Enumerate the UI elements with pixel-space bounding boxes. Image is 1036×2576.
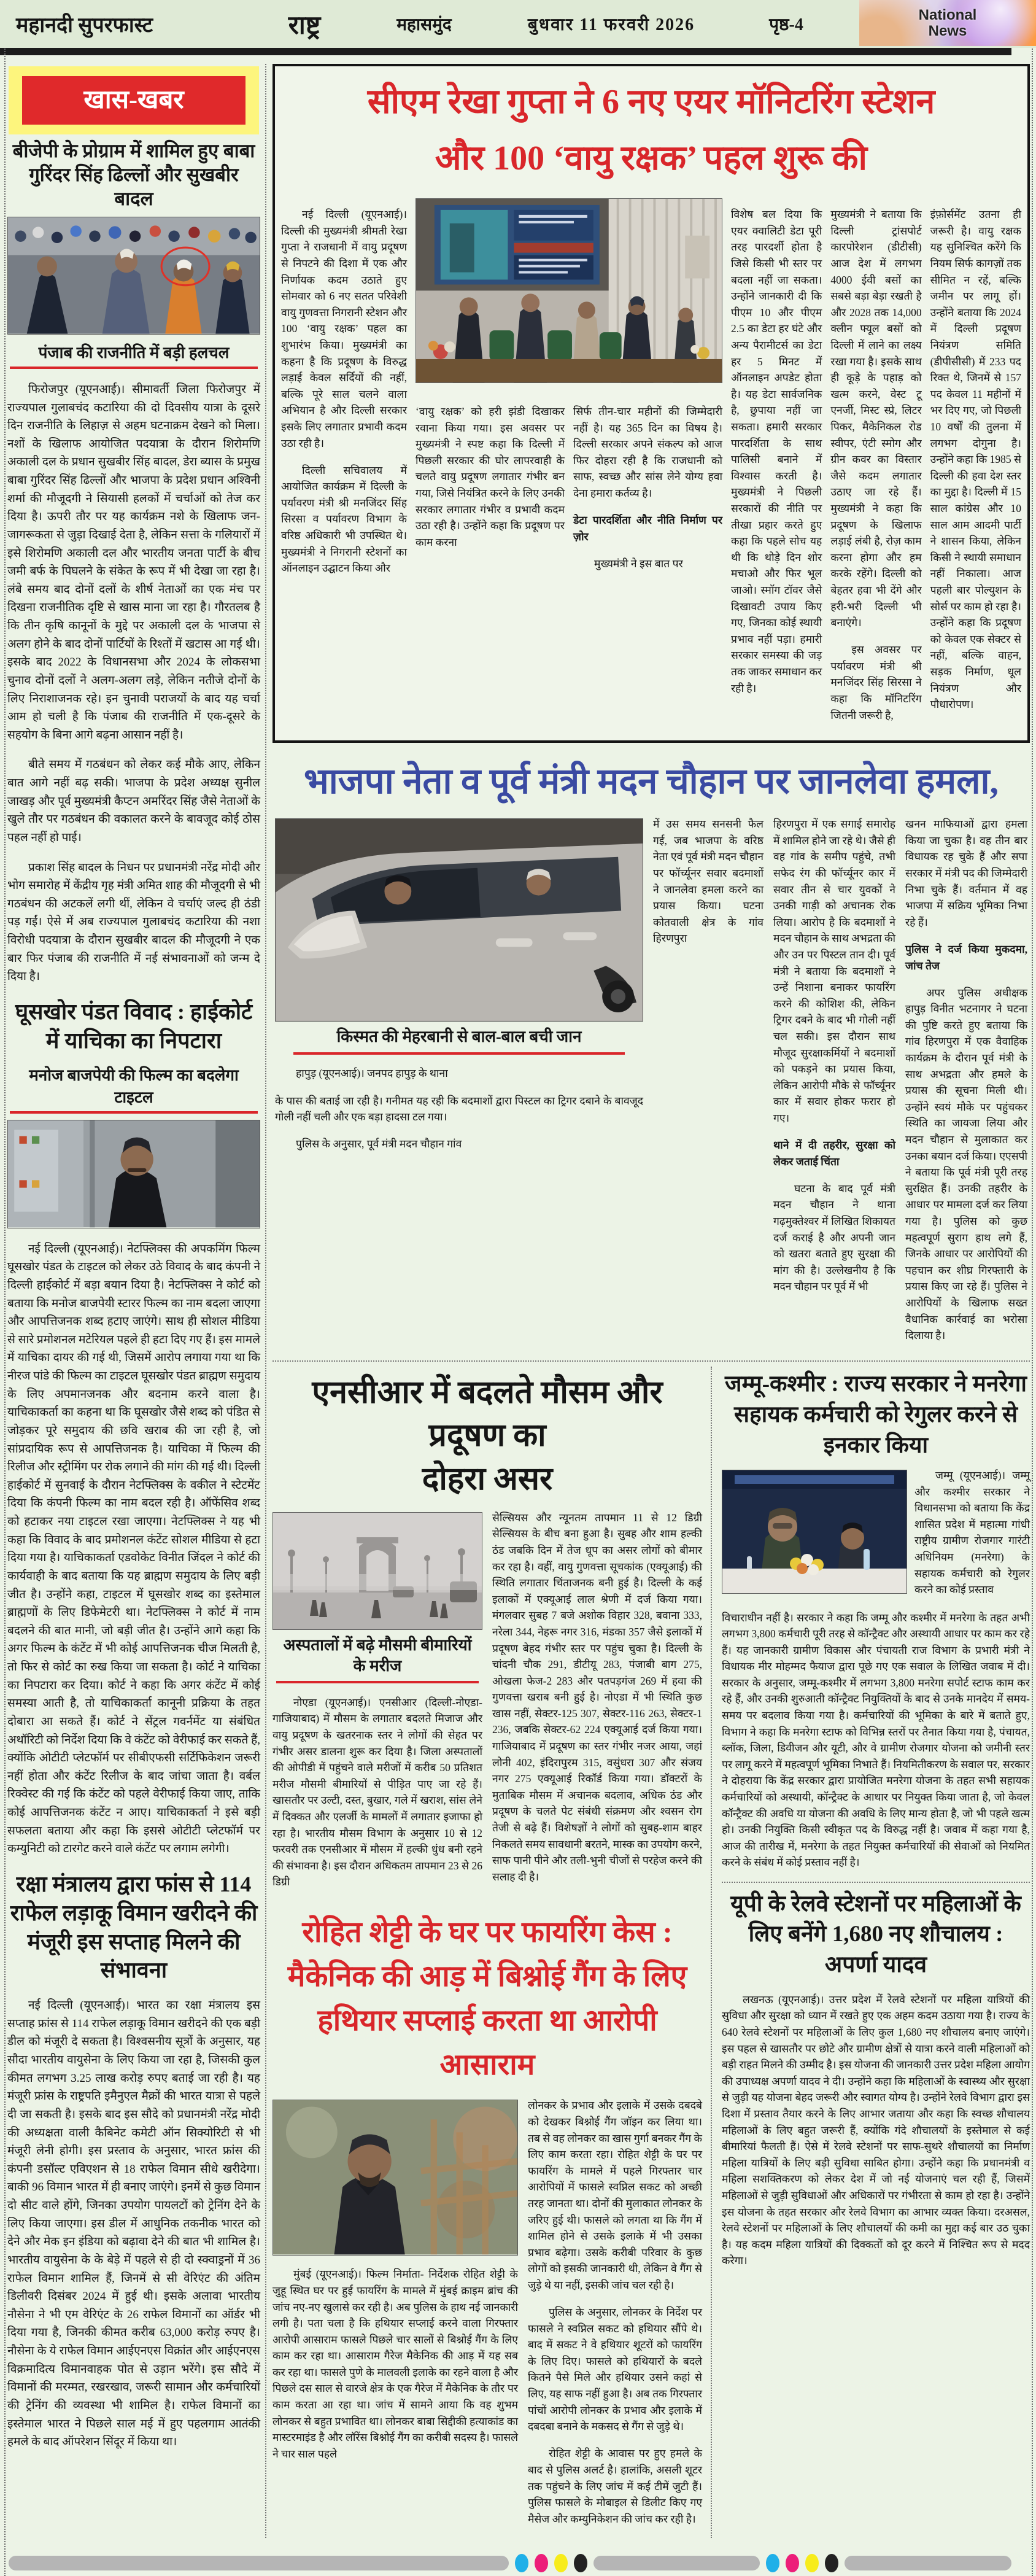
story-bjp-program xyxy=(7,139,260,986)
column-3 xyxy=(773,816,895,1354)
story-paragraph: प्रकाश सिंह बादल के निधन पर प्रधानमंत्री नरेंद्र मोदी और भोग समारोह में केंद्रीय गृह मंत्री अमित शाह की मौजूदगी से भी गठबंधन की अटकलें लगी थीं, लेकिन वे चर्चाएं जल्द ही ठंडी पड़ गईं। ऐसे में अब राज्यपाल गुलाबचंद कटारिया की नशा विरोधी पदयात्रा के दौरान सुखबीर बादल की मौजूदगी ने एक बार फिर पंजाब की राजनीति में नई संभावनाओं को जन्म दे दिया है। xyxy=(7,861,260,983)
paper-name: महानदी सुपरफास्ट xyxy=(16,14,153,37)
page-number: पृष्ठ-4 xyxy=(769,15,803,34)
story-paragraph: रोहित शेट्टी के आवास पर हुए हमले के बाद से पुलिस अलर्ट है। हालांकि, असली शूटर तक पहुंचने के लिए जांच में कई टीमें जुटी हैं। पुलिस फासले के मोबाइल से डिलीट किए गए मैसेज और कम्युनिकेशन की जांच कर रही है। xyxy=(528,2447,702,2525)
story-madan-chauhan xyxy=(273,751,1030,1362)
story-paragraph: नई दिल्ली (यूएनआई)। नेटफ्लिक्स की अपकमिंग फिल्म घूसखोर पंडत के टाइटल को लेकर उठे विवाद के बाद कंपनी ने दिल्ली हाईकोर्ट में बड़ा बयान दिया है। नेटफ्लिक्स ने कोर्ट को बताया कि मनोज बाजपेयी स्टारर फिल्म का नाम बदला जाएगा और आपत्तिजनक शब्द हटाए जाएंगे। साथ ही सोशल मीडिया से सारे प्रमोशनल मटेरियल पहले ही हटा दिए गए हैं। इस मामले में याचिका दायर की गई थी, जिसमें आरोप लगाया गया था कि नीरज पांडे की फिल्म का टाइटल घूसखोर पंडत ब्राह्मण समुदाय के लिए अपमानजनक और बदनाम करने वाला है। याचिकाकर्ता का कहना था कि घूसखोर जैसे शब्द को पंडित से जोड़कर पूरे समुदाय की छवि खराब की जा रही है, जो सांप्रदायिक रूप से आपत्तिजनक है। याचिका में फिल्म की रिलीज और स्ट्रीमिंग पर रोक लगाने की मांग की गई थी। दिल्ली हाईकोर्ट में सुनवाई के दौरान नेटफ्लिक्स के वकील ने स्टेटमेंट दिया कि कंपनी फिल्म का नाम बदल रही है। ऑफेंसिव शब्द को हटाकर नया टाइटल रखा जाएगा। नेटफ्लिक्स ने यह भी कहा कि विवाद के बाद प्रमोशनल कंटेंट सोशल मीडिया से हटा दिया गया है। याचिकाकर्ता एडवोकेट विनीत जिंदल ने कोर्ट की कार्यवाही के बाद बताया कि यह ब्राह्मण समुदाय के लिए बड़ी जीत है। उन्होंने कहा, टाइटल में घूसखोर शब्द का इस्तेमाल ब्राह्मणों के लिए डिफेमेटरी था। नेटफ्लिक्स ने कोर्ट में नाम बदलने की बात मानी, जो बड़ी जीत है। उन्होंने आगे कहा कि अगर फिल्म के कंटेंट में भी कोई आपत्तिजनक चीज मिलती है, तो फिर से कोर्ट का रुख किया जा सकता है। कोर्ट ने याचिका का निपटारा कर दिया। कोर्ट ने कहा कि अगर कंटेंट में कोई समस्या आती है, तो याचिकाकर्ता कानूनी प्रक्रिया के तहत दोबारा आ सकते हैं। कोर्ट ने सेंट्रल गवर्नमेंट या संबंधित अथॉरिटी को निर्देश दिया कि वे कंटेंट को वेरीफाई कर सकते हैं, क्योंकि ओटीटी प्लेटफॉर्म पर सीबीएफसी सर्टिफिकेशन जरूरी नहीं होता और कंटेंट रिलीज के बाद जांचा जाता है। वर्बल रिक्वेस्ट की गई कि कंटेंट को पहले वेरीफाई किया जाए, ताकि कोई आपत्तिजनक कंटेंट न आए। याचिकाकर्ता ने इसे बड़ी सफलता बताया और कहा कि इससे ओटीटी प्लेटफॉर्म पर कम्युनिटी को टारगेट करने वाले कंटेंट पर लगाम लगेगी। xyxy=(7,1242,260,1856)
story-paragraph: हिरणपुरा में एक सगाई समारोह में शामिल होने जा रहे थे। जैसे ही वह गांव के समीप पहुंचे, तभी सफेद रंग की फॉर्च्यूनर कार में सवार तीन से चार युवकों ने उनकी गाड़ी को अचानक रोक लिया। आरोप है कि बदमाशों ने मदन चौहान के साथ अभद्रता की और उन पर पिस्टल तान दी। पूर्व मंत्री ने बताया कि बदमाशों ने उन्हें निशाना बनाकर फायरिंग करने की कोशिश की, लेकिन ट्रिगर दबने के बाद भी गोली नहीं चल सकी। इस दौरान साथ मौजूद सुरक्षाकर्मियों ने बदमाशों को पकड़ने का प्रयास किया, लेकिन आरोपी मौके से फॉर्च्यूनर कार में सवार होकर फरार हो गए। xyxy=(773,818,895,1124)
story-paragraph: दिल्ली सचिवालय में आयोजित कार्यक्रम में दिल्ली के पर्यावरण मंत्री श्री मनजिंदर सिंह सिरसा व पर्यावरण विभाग के वरिष्ठ अधिकारी भी उपस्थित थे। मुख्यमंत्री ने निगरानी स्टेशनों का ऑनलाइन उद्घाटन किया और xyxy=(281,464,407,575)
masthead xyxy=(0,0,1036,48)
column-2 xyxy=(528,2097,702,2537)
magenta-registration-dot-icon xyxy=(535,2554,548,2572)
story-ghooskhor-pandat xyxy=(7,998,260,1858)
press-conference-illustration xyxy=(722,1470,906,1593)
cm-launch-event-photo xyxy=(416,198,722,383)
story-headline: भाजपा नेता व पूर्व मंत्री मदन चौहान पर जानलेवा हमला, xyxy=(303,761,999,801)
story-rohit-shetty xyxy=(273,1911,702,2537)
headline-line1: सीएम रेखा गुप्ता ने 6 नए एयर मॉनिटरिंग स्टेशन xyxy=(367,83,935,121)
cyan-registration-dot-icon xyxy=(515,2554,528,2572)
story-paragraph: नई दिल्ली (यूएनआई)। भारत का रक्षा मंत्रालय इस सप्ताह फ्रांस से 114 राफेल लड़ाकू विमान खरीदने की एक बड़ी डील को मंजूरी दे सकता है। विश्वसनीय सूत्रों के अनुसार, यह सौदा भारतीय वायुसेना के लिए किया जा रहा है, जिसकी कुल कीमत लगभग 3.25 लाख करोड़ रुपए बताई जा रही है। यह मंजूरी फ्रांस के राष्ट्रपति इमैनुएल मैक्रों की भारत यात्रा से पहले दी जा सकती है। इसके बाद इस सौदे को प्रधानमंत्री नरेंद्र मोदी की अध्यक्षता वाली कैबिनेट कमेटी ऑन सिक्योरिटी से भी मंजूरी लेनी होगी। इस प्रस्ताव के अनुसार, भारत फ्रांस की कंपनी डसॉल्ट एविएशन से 18 राफेल विमान सीधे खरीदेगा। बाकी 96 विमान भारत में ही बनाए जाएंगे। इनमें से कुछ विमान दो सीट वाले होंगे, जिनका उपयोग पायलटों को ट्रेनिंग देने के लिए किया जाएगा। इस डील में आधुनिक तकनीक भारत को देने और मेक इन इंडिया को बढ़ावा देने की बात भी शामिल है। भारतीय वायुसेना के के बेड़े में पहले से ही दो स्क्वाड्रनों में 36 राफेल विमान शामिल हैं, जिनमें से सी वेरिएंट की अंतिम डिलीवरी दिसंबर 2024 में हुई थी। इसके अलावा भारतीय नौसेना ने भी एम वेरिएंट के 26 राफेल विमानों का ऑर्डर भी दिया गया है, जिनकी कीमत करीब 63,000 करोड़ रुपए है। नौसेना के ये राफेल विमान आईएनएस विक्रांत और आईएनएस विक्रमादित्य विमानवाहक पोत से उड़ान भरेंगे। इस सौदे में विमानों की मरम्मत, रखरखाव, जरूरी सामान और कर्मचारियों की ट्रेनिंग की व्यवस्था भी शामिल है। राफेल विमानों का इस्तेमाल भारत ने पिछले साल मई में हुए पहलगाम आतंकी हमले के बाद ऑपरेशन सिंदूर में किया था। xyxy=(7,1999,260,2449)
column-2 xyxy=(653,816,763,1354)
black-registration-dot-icon xyxy=(825,2554,838,2572)
story-paragraph: जम्मू (यूएनआई)। जम्मू और कश्मीर सरकार ने विधानसभा को बताया कि केंद्र शासित प्रदेश में महात्मा गांधी राष्ट्रीय ग्रामीण रोजगार गारंटी अधिनियम (मनरेगा) के सहायक कर्मचारी को रेगुलर करने का कोई प्रस्ताव xyxy=(914,1469,1030,1596)
section-name: राष्ट्र xyxy=(288,11,321,40)
story-headline: घूसखोर पंडत विवाद : हाईकोर्ट में याचिका का निपटारा xyxy=(15,999,253,1053)
column-photo-block xyxy=(275,816,643,1354)
story-headline xyxy=(281,74,1021,187)
story-paragraph: खनन माफियाओं द्वारा हमला किया जा चुका है। वह तीन बार विधायक रह चुके हैं और सपा सरकार में मंत्री पद की जिम्मेदारी निभा चुके हैं। वर्तमान में वह भाजपा में सक्रिय भूमिका निभा रहे हैं। xyxy=(905,818,1027,928)
story-paragraph: फिरोजपुर (यूएनआई)। सीमावर्ती जिला फिरोजपुर में राज्यपाल गुलाबचंद कटारिया की दो दिवसीय यात्रा के दूसरे दिन राजनीति के लिहाज़ से अहम घटनाक्रम देखने को मिला। नशों के खिलाफ आयोजित पदयात्रा के दौरान शिरोमणि अकाली दल के प्रधान सुखबीर सिंह बादल, डेरा ब्यास के प्रमुख बाबा गुरिंदर सिंह ढिल्लों और भाजपा के प्रदेश प्रधान अश्विनी शर्मा की मौजूदगी ने सियासी हलकों में चर्चाओं को तेज कर दिया है। ऊपरी तौर पर यह कार्यक्रम नशे के खिलाफ जन-जागरूकता से जुड़ा दिखाई देता है, लेकिन सत्ता के गलियारों में इसे शिरोमणि अकाली दल और भारतीय जनता पार्टी के बीच जमी बर्फ के पिघलने के संकेत के रूप में भी देखा जा रहा है। लंबे समय बाद दोनों दलों के शीर्ष नेताओं का एक मंच पर दिखना राजनीतिक दृष्टि से खास माना जा रहा है। गौरतलब है कि तीन कृषि कानूनों के मुद्दे पर अकाली दल के भाजपा से अलग होने के बाद दोनों पार्टियों के रिश्तों में खटास आ गई थी। इसके बाद 2022 के विधानसभा और 2024 के लोकसभा चुनाव दोनों दलों ने अलग-अलग लड़े, लेकिन नतीजे दोनों के लिए निराशाजनक रहे। इन चुनावी पराजयों के बाद यह चर्चा आम हो चली है कि पंजाब की राजनीति में एक-दूसरे के सहयोग के बिना आगे बढ़ना आसान नहीं है। xyxy=(7,382,260,742)
story-headline: जम्मू-कश्मीर : राज्य सरकार ने मनरेगा सहायक कर्मचारी को रेगुलर करने से इनकार किया xyxy=(725,1371,1027,1459)
story-paragraph: ‘वायु रक्षक’ को हरी झंडी दिखाकर रवाना किया गया। इस अवसर पर मुख्यमंत्री ने स्पष्ट कहा कि दिल्ली में पिछली सरकार की घोर लापरवाही के चलते वायु प्रदूषण लगातार गंभीर बन गया, जिसे नियंत्रित करने के लिए उनकी सरकार लगातार गंभीर व प्रभावी कदम उठा रही है। उन्होंने कहा कि प्रदूषण पर काम करना xyxy=(416,405,565,548)
khas-khabar-banner: खास-खबर xyxy=(22,76,245,125)
column-3 xyxy=(573,393,722,583)
column-1 xyxy=(281,196,407,734)
story-paragraph: विचाराधीन नहीं है। सरकार ने कहा कि जम्मू और कश्मीर में मनरेगा के तहत अभी लगभग 3,800 कर्मचारी पूरी तरह से कॉन्ट्रैक्ट और अस्थायी आधार पर काम कर रहे हैं। यह जानकारी ग्रामीण विकास और पंचायती राज विभाग के प्रभारी मंत्री ने विधायक मीर मोहम्मद फैयाज द्वारा पूछे गए एक सवाल के लिखित जवाब में दी। सरकार के अनुसार, जम्मू-कश्मीर में लगभग 3,800 मनरेगा सपोर्ट स्टाफ काम कर रहे हैं, और उनकी शुरुआती कॉन्ट्रैक्ट नियुक्तियों के बाद से उनके मानदेय में समय-समय पर बदलाव किया गया है। कर्मचारियों की भूमिका के बारे में बताते हुए, विभाग ने कहा कि मनरेगा स्टाफ को विभिन्न स्तरों पर तैनात किया गया है, पंचायत, ब्लॉक, जिला, डिवीजन और यूटी, और वे ग्रामीण रोजगार योजना को जमीनी स्तर पर लागू करने में महत्वपूर्ण भूमिका निभाते हैं। नियमितीकरण के सवाल पर, सरकार ने दोहराया कि केंद्र सरकार द्वारा प्रायोजित मनरेगा योजना के तहत सभी सहायक कर्मचारियों को अस्थायी, कॉन्ट्रैक्ट के आधार पर नियुक्त किया जाता है, जो केवल कॉन्ट्रैक्ट की अवधि या योजना की अवधि के लिए मान्य होता है, जो भी पहले खत्म हो। उनकी नियुक्ति किसी स्वीकृत पद के विरुद्ध नहीं है। जवाब में कहा गया है, आज की तारीख में, मनरेगा के तहत नियुक्त कर्मचारियों की सेवाओं को नियमित करने के संबंध में कोई प्रस्ताव नहीं है। xyxy=(722,1611,1030,1869)
jk-press-conference-photo xyxy=(722,1470,907,1594)
story-paragraph: मुंबई (यूएनआई)। फिल्म निर्माता- निर्देशक रोहित शेट्टी के जुहू स्थित घर पर हुई फायरिंग के मामले में मुंबई क्राइम ब्रांच की जांच नए-नए खुलासे कर रही है। अब पुलिस के हाथ नई जानकारी लगी है। पता चला है कि हथियार सप्लाई करने वाला गिरफ्तार आरोपी आसाराम फासले पिछले चार सालों से बिश्नोई गैंग के लिए काम कर रहा था। आसाराम गैरेज मैकेनिक की आड़ में यह सब कर रहा था। फासले पुणे के मालवली इलाके का रहने वाला है और पिछले दस साल से वारजे क्षेत्र के एक गैरेज में मैकेनिक के तौर पर काम करता आ रहा था। जांच में सामने आया कि वह शुभम लोनकर से बहुत प्रभावित था। लोनकर बाबा सिद्दीकी हत्याकांड का मास्टरमाइंड है और लॉरेंस बिश्नोई गैंग का करीबी सदस्य है। फासले ने चार साल पहले xyxy=(273,2268,518,2460)
right-registration-border xyxy=(1032,0,1033,2576)
story-paragraph: नई दिल्ली (यूएनआई)। दिल्ली की मुख्यमंत्री श्रीमती रेखा गुप्ता ने राजधानी में वायु प्रदूषण से निपटने की दिशा में एक और निर्णायक कदम उठाते हुए सोमवार को 6 नए सतत परिवेशी वायु गुणवत्ता निगरानी स्टेशन और 100 ‘वायु रक्षक’ पहल का शुभारंभ किया। मुख्यमंत्री का कहना है कि प्रदूषण के विरुद्ध लड़ाई केवल सर्दियों की नहीं, बल्कि पूरे साल चलने वाला अभियान है और दिल्ली सरकार इसके लिए लगातार प्रभावी कदम उठा रही है। xyxy=(281,208,407,449)
main-area xyxy=(273,64,1030,2538)
story-ncr-weather xyxy=(273,1371,702,1901)
story-paragraph: विशेष बल दिया कि एयर क्वालिटी डेटा पूरी तरह पारदर्शी होता है जिसे किसी भी स्तर पर बदला नहीं जा सकता। उन्होंने जानकारी दी कि पीएम 10 और पीएम 2.5 का डेटा हर घंटे और अन्य पैरामीटर्स का डेटा हर 5 मिनट में ऑनलाइन अपडेट होता है। यह डेटा सार्वजनिक है, छुपाया नहीं जा सकता। हमारी सरकार पारदर्शिता के साथ पालिसी बनाने में विश्वास करती है। मुख्यमंत्री ने पिछली सरकारों की नीति पर तीखा प्रहार करते हुए कहा कि पहले सोच यह थी कि थोड़े दिन शोर मचाओ और फिर भूल जाओ। स्मॉग टॉवर जैसे दिखावटी उपाय किए गए, जिनका कोई स्थायी प्रभाव नहीं पड़ा। हमारी सरकार समस्या की जड़ तक जाकर समाधान कर रही है। xyxy=(731,208,822,694)
headline-line2: और 100 ‘वायु रक्षक’ पहल शुरू की xyxy=(435,139,868,178)
photo-caption: किस्मत की मेहरबानी से बाल-बाल बची जान xyxy=(293,1026,625,1055)
headline-line2: दोहरा असर xyxy=(422,1461,553,1497)
story-cm-air-monitoring xyxy=(273,64,1030,743)
story-paragraph: इस अवसर पर पर्यावरण मंत्री श्री मनजिंदर सिंह सिरसा ने कहा कि मॉनिटरिंग जितनी जरूरी है, xyxy=(830,643,922,721)
black-registration-dot-icon xyxy=(574,2554,587,2572)
story-subhead: मनोज बाजपेयी की फिल्म का बदलेगा टाइटल xyxy=(10,1063,258,1114)
story-headline: बीजेपी के प्रोग्राम में शामिल हुए बाबा गुरिंदर सिंह ढिल्लों और सुखबीर बादल xyxy=(12,140,255,209)
column-4 xyxy=(905,816,1027,1354)
rohit-shetty-photo xyxy=(273,2100,518,2255)
story-paragraph: लोनकर के प्रभाव और इलाके में उसके दबदबे को देखकर बिश्नोई गैंग जॉइन कर लिया था। तब से वह लोनकर का खास गुर्गा बनकर गैंग के लिए काम करता रहा। रोहित शेट्टी के घर पर फायरिंग के मामले में पहले गिरफ्तार चार आरोपियों में फासले स्वप्निल सकट को अच्छी तरह जानता था। दोनों की मुलाकात लोनकर के जरिए हुई थी। फासले को लगता था कि गैंग में शामिल होने से उसके इलाके में भी उसका प्रभाव बढ़ेगा। उसके करीबी परिवार के कुछ लोगों को इसकी जानकारी थी, लेकिन वे गैंग से जुड़े थे या नहीं, इसकी जांच चल रही है। xyxy=(528,2099,702,2291)
bottom-right-region xyxy=(722,1367,1030,2538)
story-paragraph: पुलिस के अनुसार, पूर्व मंत्री मदन चौहान गांव xyxy=(296,1138,462,1150)
column-photo-block xyxy=(416,196,722,734)
column-1 xyxy=(273,1510,482,1901)
column-6 xyxy=(930,196,1021,734)
india-gate-fog-photo xyxy=(273,1512,482,1630)
masthead-rule xyxy=(0,48,1011,55)
edition-city: महासमुंद xyxy=(396,15,452,34)
yellow-registration-dot-icon xyxy=(805,2554,819,2572)
story-paragraph: अपर पुलिस अधीक्षक हापुड़ विनीत भटनागर ने घटना की पुष्टि करते हुए बताया कि गांव हिरणपुरा में एक वैवाहिक कार्यक्रम के दौरान पूर्व मंत्री के साथ अभद्रता और हमले के प्रयास की सूचना मिली थी। उन्होंने स्वयं मौके पर पहुंचकर स्थिति का जायजा लिया और मदन चौहान से मुलाकात कर उनका बयान दर्ज किया। एएसपी ने बताया कि पूर्व मंत्री पूरी तरह सुरक्षित हैं। उनकी तहरीर के आधार पर मामला दर्ज कर लिया गया है। पुलिस को कुछ महत्वपूर्ण सुराग हाथ लगे हैं, जिनके आधार पर आरोपियों की पहचान कर शीघ्र गिरफ्तारी के प्रयास किए जा रहे हैं। पुलिस ने आरोपियों के खिलाफ सख्त वैधानिक कार्रवाई का भरोसा दिलाया है। xyxy=(905,986,1027,1342)
story-paragraph: पुलिस के अनुसार, लोनकर के निर्देश पर फासले ने स्वप्निल सकट को हथियार सौंपे थे। बाद में सकट ने वे हथियार शूटरों को फायरिंग के लिए दिए। फासले को हथियारों के बदले कितने पैसे मिले और हथियार उसने कहां से लिए, यह साफ नहीं हुआ है। अब तक गिरफ्तार पांचों आरोपी लोनकर के प्रभाव और इलाके में दबदबा बनाने के मकसद से गैंग से जुड़े थे। xyxy=(528,2306,702,2433)
dotted-divider xyxy=(722,1882,1030,1883)
column-2 xyxy=(492,1510,702,1901)
story-paragraph: इंफ़ोर्समेंट उतना ही जरूरी है। वायु रक्षक यह सुनिश्चित करेंगे कि नियम सिर्फ कागज़ों तक सीमित न रहें, बल्कि जमीन पर लागू हों। उन्होंने बताया कि 2024 में दिल्ली प्रदूषण नियंत्रण समिति (डीपीसीसी) में 233 पद रिक्त थे, जिनमें से 157 पद केवल 11 महीनों में भर दिए गए, जो पिछली 10 वर्षों की तुलना में लगभग दोगुना है। उन्होंने कहा कि 1985 से दिल्ली की हवा देश स्तर का मुद्दा है। दिल्ली में 15 साल कांग्रेस और 10 साल आम आदमी पार्टी ने शासन किया, लेकिन किसी ने स्थायी समाधान नहीं निकाला। आज पहली बार पोल्युशन के सोर्स पर काम हो रहा है। उन्होंने कहा कि प्रदूषण को केवल एक सेक्टर से नहीं, बल्कि वाहन, सड़क निर्माण, धूल नियंत्रण और पौधारोपण। xyxy=(930,208,1021,711)
cyan-registration-dot-icon xyxy=(766,2554,779,2572)
story-paragraph: हापुड़ (यूएनआई)। जनपद हापुड़ के थाना xyxy=(296,1067,448,1080)
crowd-at-padyatra-photo xyxy=(7,217,260,335)
column-subhead: डेटा पारदर्शिता और नीति निर्माण पर ज़ोर xyxy=(573,514,722,543)
story-paragraph: मुख्यमंत्री ने बताया कि दिल्ली ट्रांसपोर्ट कारपोरेशन (डीटीसी) आज देश में लगभग 4000 ईवी बसों का सबसे बड़ा बेड़ा रखती है और 2028 तक 14,000 क्लीन फ्यूल बसों को दिल्ली में लाने का लक्ष्य रखा गया है। इसके साथ ही कूड़े के पहाड़ को खत्म करने, वेस्ट टू एनर्जी, मिस्ट स्प्रे, लिटर पिकर, मैकेनिकल रोड स्वीपर, एंटी स्मोग और ग्रीन कवर का विस्तार जैसे कदम लगातार उठाए जा रहे हैं। मुख्यमंत्री ने कहा कि प्रदूषण के खिलाफ लड़ाई लंबी है, रोज़ काम करना होगा और हम करके रहेंगे। दिल्ली को बेहतर हवा भी देंगे और हरी-भरी दिल्ली भी बनाएंगे। xyxy=(830,208,922,629)
story-headline: रक्षा मंत्रालय द्वारा फांस से 114 राफेल लड़ाकू विमान खरीदने की मंजूरी इस सप्ताह मिलने की संभावना xyxy=(10,1871,258,1983)
story-up-toilets xyxy=(722,1889,1030,2269)
story-paragraph: नोएडा (यूएनआई)। एनसीआर (दिल्ली-नोएडा-गाजियाबाद) में मौसम के लगातार बदलते मिजाज और वायु प्रदूषण के खतरनाक स्तर ने लोगों की सेहत पर गंभीर असर डालना शुरू कर दिया है। जिला अस्पतालों की ओपीडी में पहुंचने वाले मरीजों में करीब 50 प्रतिशत मरीज मौसमी बीमारियों से पीड़ित पाए जा रहे हैं। खासतौर पर उल्टी, दस्त, बुखार, गले में खराश, सांस लेने में दिक्कत और एलर्जी के मामलों में लगातार इजाफा हो रहा है। भारतीय मौसम विभाग के अनुसार 10 से 12 फरवरी तक एनसीआर में मौसम में हल्की धुंध बनी रहने की संभावना है। इस दौरान अधिकतम तापमान 23 से 26 डिग्री xyxy=(273,1696,482,1888)
column-subhead: थाने में दी तहरीर, सुरक्षा को लेकर जताई चिंता xyxy=(773,1139,895,1168)
story-paragraph: बीते समय में गठबंधन को लेकर कई मौके आए, लेकिन बात आगे नहीं बढ़ सकी। भाजपा के प्रदेश अध्यक्ष सुनील जाखड़ और पूर्व मुख्यमंत्री कैप्टन अमरिंदर सिंह जैसे नेताओं के खुले तौर पर गठबंधन की वकालत करने के बावजूद कोई ठोस पहल नहीं हो पाई। xyxy=(7,758,260,844)
dateline: बुधवार 11 फरवरी 2026 xyxy=(527,15,695,34)
story-paragraph: घटना के बाद पूर्व मंत्री मदन चौहान ने थाना गढ़मुक्तेश्वर में लिखित शिकायत दर्ज कराई है और अपनी जान को खतरा बताते हुए सुरक्षा की मांग की है। उल्लेखनीय है कि मदन चौहान पर पूर्व में भी xyxy=(773,1182,895,1293)
manoj-bajpayee-photo xyxy=(7,1120,260,1228)
logo-text-line1: National xyxy=(918,7,977,24)
story-paragraph: सिर्फ तीन-चार महीनों की जिम्मेदारी नहीं है। यह 365 दिन का विषय है। दिल्ली सरकार अपने संकल्प को आज फिर दोहरा रही है कि राजधानी को साफ, स्वच्छ और सांस लेने योग्य हवा देना हमारा कर्तव्य है। xyxy=(573,405,722,500)
story-paragraph: सेल्सियस और न्यूनतम तापमान 11 से 12 डिग्री सेल्सियस के बीच बना हुआ है। सुबह और शाम हल्की ठंड जबकि दिन में तेज धूप का असर लोगों को बीमार कर रहा है। वहीं, वायु गुणवत्ता सूचकांक (एक्यूआई) की स्थिति लगातार चिंताजनक बनी हुई है। दिल्ली के कई इलाकों में एक्यूआई लाल श्रेणी में दर्ज किया गया। मंगलवार सुबह 7 बजे अशोक विहार 328, बवाना 333, नरेला 344, नेहरू नगर 316, मंडका 357 जैसे इलाकों में प्रदूषण बेहद गंभीर स्तर पर पहुंच चुका है। दिल्ली के चांदनी चौक 291, डीटीयू 283, पंजाबी बाग 275, ओखला फेज-2 283 और पतपड़गंज 269 में हवा की गुणवत्ता खराब बनी हुई है। नोएडा में भी स्थिति कुछ खास नहीं, सेक्टर-125 307, सेक्टर-116 263, सेक्टर-1 236, जबकि सेक्टर-62 224 एक्यूआई दर्ज किया गया। गाजियाबाद में प्रदूषण का स्तर गंभीर नजर आया, जहां लोनी 402, इंदिरापुरम 315, वसुंधरा 307 और संजय नगर 275 एक्यूआई रिकॉर्ड किया गया। डॉक्टरों के मुताबिक मौसम में अचानक बदलाव, अधिक ठंड और प्रदूषण के चलते पेट संबंधी संक्रमण और श्वसन रोग तेजी से बढ़े हैं। विशेषज्ञों ने लोगों को सुबह-शाम बाहर निकलते समय सावधानी बरतने, मास्क का उपयोग करने, साफ पानी पीने और तली-भुनी चीजों से परहेज करने की सलाह दी है। xyxy=(492,1511,702,1883)
fog-photo-illustration xyxy=(273,1513,482,1629)
column-5 xyxy=(830,196,921,734)
car-photo-illustration xyxy=(276,819,643,1021)
story-headline xyxy=(273,1371,702,1501)
fortuner-car-photo xyxy=(275,818,643,1022)
registration-bar xyxy=(845,2556,1011,2570)
portrait-photo-illustration xyxy=(273,2100,517,2254)
story-paragraph: लखनऊ (यूएनआई)। उत्तर प्रदेश में रेलवे स्टेशनों पर महिला यात्रियों की सुविधा और सुरक्षा को ध्यान में रखते हुए एक अहम कदम उठाया गया है। राज्य के 640 रेलवे स्टेशनों पर महिलाओं के लिए कुल 1,680 नए शौचालय बनाए जाएंगे। इस पहल से खासतौर पर छोटे और ग्रामीण क्षेत्रों से यात्रा करने वाली महिलाओं को बड़ी राहत मिलने की उम्मीद है। इस योजना की जानकारी उत्तर प्रदेश महिला आयोग की उपाध्यक्ष अपर्णा यादव ने दी। उन्होंने कहा कि महिलाओं के स्वास्थ्य और सुरक्षा से जुड़ी यह योजना बेहद जरूरी और स्वागत योग्य है। उन्होंने रेलवे विभाग द्वारा इस दिशा में प्रस्ताव तैयार करने के लिए आभार जताया और कहा कि स्वच्छ शौचालय महिलाओं के लिए बहुत जरूरी हैं, क्योंकि गंदे शौचालयों के इस्तेमाल से कई बीमारियां फैलती हैं। ऐसे में रेलवे स्टेशनों पर साफ-सुथरे शौचालयों का निर्माण महिला यात्रियों के लिए बड़ी सुविधा साबित होगा। उन्होंने कहा कि प्रधानमंत्री व महिला सशक्तिकरण को लेकर देश में जो नई योजनाएं चल रही हैं, जिसमें महिलाओं से जुड़ी सुविधाओं और अधिकारों पर गंभीरता से काम हो रहा है। उन्होंने इस योजना के तहत सरकार और रेलवे विभाग का आभार व्यक्त किया। दरअसल, रेलवे स्टेशनों पर महिलाओं के लिए शौचालयों की कमी का मुद्दा कई बार उठ चुका है। यह कदम महिला यात्रियों की दिक्कतों को दूर करने में निश्चित रूप से मदद करेगा। xyxy=(722,1993,1030,2267)
national-news-logo xyxy=(859,0,1036,46)
bottom-left-region xyxy=(273,1367,712,2538)
registration-bar xyxy=(9,2556,509,2570)
actor-photo-illustration xyxy=(8,1120,260,1227)
yellow-registration-dot-icon xyxy=(554,2554,568,2572)
story-paragraph: में उस समय सनसनी फैल गई, जब भाजपा के वरिष्ठ नेता एवं पूर्व मंत्री मदन चौहान पर फॉर्च्यूनर सवार बदमाशों ने जानलेवा हमला करने का प्रयास किया। घटना कोतवाली क्षेत्र के गांव हिरणपुरा xyxy=(653,818,763,945)
story-rafale xyxy=(7,1870,260,2451)
registration-bar xyxy=(593,2556,760,2570)
headline-line1: एनसीआर में बदलते मौसम और प्रदूषण का xyxy=(312,1375,663,1454)
photo-caption: अस्पतालों में बढ़े मौसमी बीमारियों के मरीज xyxy=(276,1635,479,1684)
column-4 xyxy=(731,196,822,734)
event-photo-illustration xyxy=(416,199,722,382)
column-photo-block xyxy=(273,2097,518,2537)
crowd-photo-illustration xyxy=(8,217,260,334)
left-registration-border xyxy=(4,0,6,2576)
story-subhead: पंजाब की राजनीति में बड़ी हलचल xyxy=(10,341,258,369)
story-paragraph: के पास की बताई जा रही है। गनीमत यह रही कि बदमाशों द्वारा पिस्टल का ट्रिगर दबाने के बावजूद गोली नहीं चली और एक बड़ा हादसा टल गया। xyxy=(275,1094,643,1123)
column-2 xyxy=(416,393,565,583)
left-sidebar xyxy=(7,64,266,2538)
story-paragraph: मुख्यमंत्री ने इस बात पर xyxy=(594,557,683,570)
khas-khabar-box xyxy=(9,66,259,134)
story-headline: रोहित शेट्टी के घर पर फायरिंग केस : मैकेनिक की आड़ में बिश्नोई गैंग के लिए हथियार सप्लाई करता था आरोपी आसाराम xyxy=(287,1916,687,2082)
column-intro xyxy=(914,1467,1030,1599)
magenta-registration-dot-icon xyxy=(786,2554,799,2572)
column-subhead: पुलिस ने दर्ज किया मुकदमा, जांच तेज xyxy=(905,942,1027,972)
story-jk-mnrega xyxy=(722,1369,1030,1871)
print-registration-strip xyxy=(0,2549,1036,2576)
logo-text-line2: News xyxy=(928,22,967,39)
story-headline: यूपी के रेलवे स्टेशनों पर महिलाओं के लिए बनेंगे 1,680 नए शौचालय : अपर्णा यादव xyxy=(730,1891,1021,1978)
